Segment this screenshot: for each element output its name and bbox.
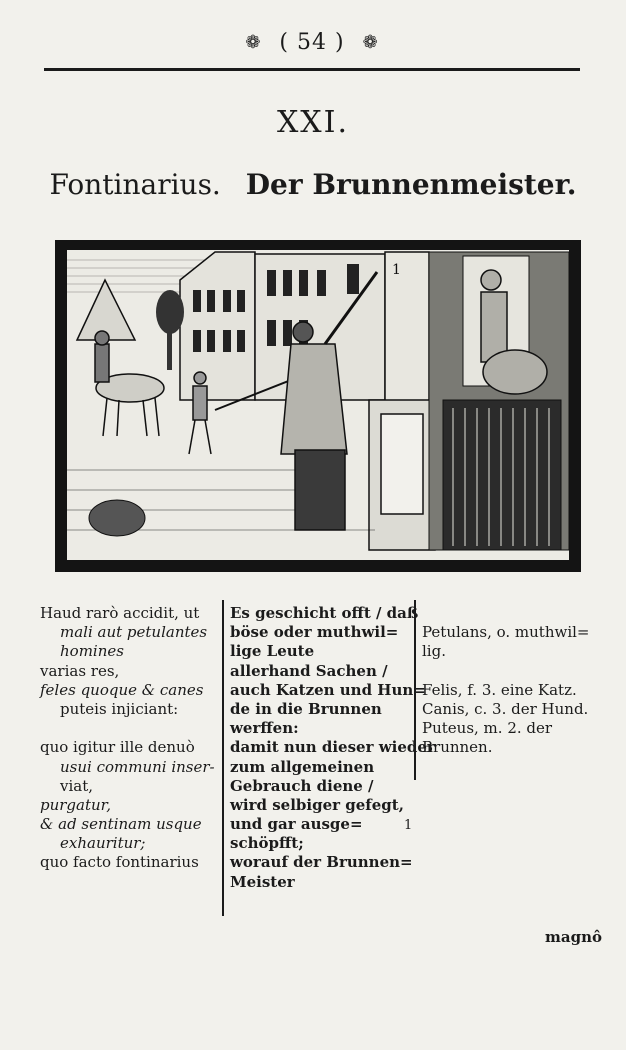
vocabulary-line: lig. (422, 642, 446, 661)
latin-text-column (40, 604, 220, 873)
latin-line: exhauritur; (60, 834, 146, 853)
title-german: Der Brunnenmeister. (245, 168, 577, 201)
latin-line: & ad sentinam usque (40, 815, 202, 834)
german-line: allerhand Sachen / (230, 661, 388, 680)
vocabulary-line: Petulans, o. muthwil= (422, 623, 590, 642)
vocabulary-line: Brunnen. (422, 738, 493, 757)
latin-line: usui communi inser- (60, 757, 215, 776)
latin-line: homines (60, 642, 124, 661)
latin-line: viat, (60, 776, 94, 795)
german-line: werffen: (230, 719, 299, 738)
margin-marker: 1 (404, 818, 413, 833)
german-line: auch Katzen und Hun= (230, 680, 426, 699)
latin-line: mali aut petulantes (60, 623, 208, 642)
german-line: Gebrauch diene / (230, 776, 374, 795)
german-line: de in die Brunnen (230, 699, 382, 718)
vocabulary-column (422, 604, 612, 758)
vocabulary-line: Canis, c. 3. der Hund. (422, 699, 589, 718)
latin-line: purgatur, (40, 795, 111, 814)
vocabulary-line (422, 604, 612, 623)
header-rule (44, 68, 580, 71)
vocabulary-line: Puteus, m. 2. der (422, 719, 553, 738)
german-line: Es geschicht offt / daß (230, 604, 419, 622)
german-line: worauf der Brunnen= (230, 853, 413, 872)
woodcut-illustration (55, 240, 581, 572)
german-line: damit nun dieser wieder (230, 738, 435, 757)
vocabulary-line: Felis, f. 3. eine Katz. (422, 680, 577, 699)
basket (89, 500, 145, 536)
latin-line (40, 719, 220, 738)
flower-ornament-right-icon: ❁ (362, 32, 379, 53)
latin-line: quo igitur ille denuò (40, 738, 195, 757)
column-divider-left (222, 600, 224, 916)
german-line: böse oder muthwil= (230, 623, 399, 642)
german-line: lige Leute (230, 642, 315, 661)
german-line: schöpfft; (230, 834, 304, 853)
page-header (44, 30, 580, 66)
german-line: wird selbiger gefegt, (230, 795, 404, 814)
catchword: magnô (545, 928, 602, 946)
latin-line: feles quoque & canes (40, 680, 204, 699)
german-line: und gar ausge= (230, 815, 363, 834)
german-text-column (230, 604, 435, 892)
title-latin: Fontinarius. (49, 168, 221, 201)
latin-line: puteis injiciant: (60, 699, 179, 718)
vocabulary-line (422, 662, 612, 681)
chapter-number: XXI. (276, 105, 350, 140)
german-line: Meister (230, 872, 295, 891)
latin-line: Haud rarò accidit, ut (40, 604, 200, 622)
illustration-label-mark: 1 (392, 262, 401, 278)
latin-line: varias res, (40, 661, 120, 680)
chapter-title (0, 168, 626, 201)
flower-ornament-left-icon: ❁ (245, 32, 262, 53)
german-line: zum allgemeinen (230, 757, 375, 776)
latin-line: quo facto fontinarius (40, 853, 199, 872)
woodcut-scene-drawing (55, 240, 581, 572)
page-number: ( 54 ) (279, 30, 345, 55)
